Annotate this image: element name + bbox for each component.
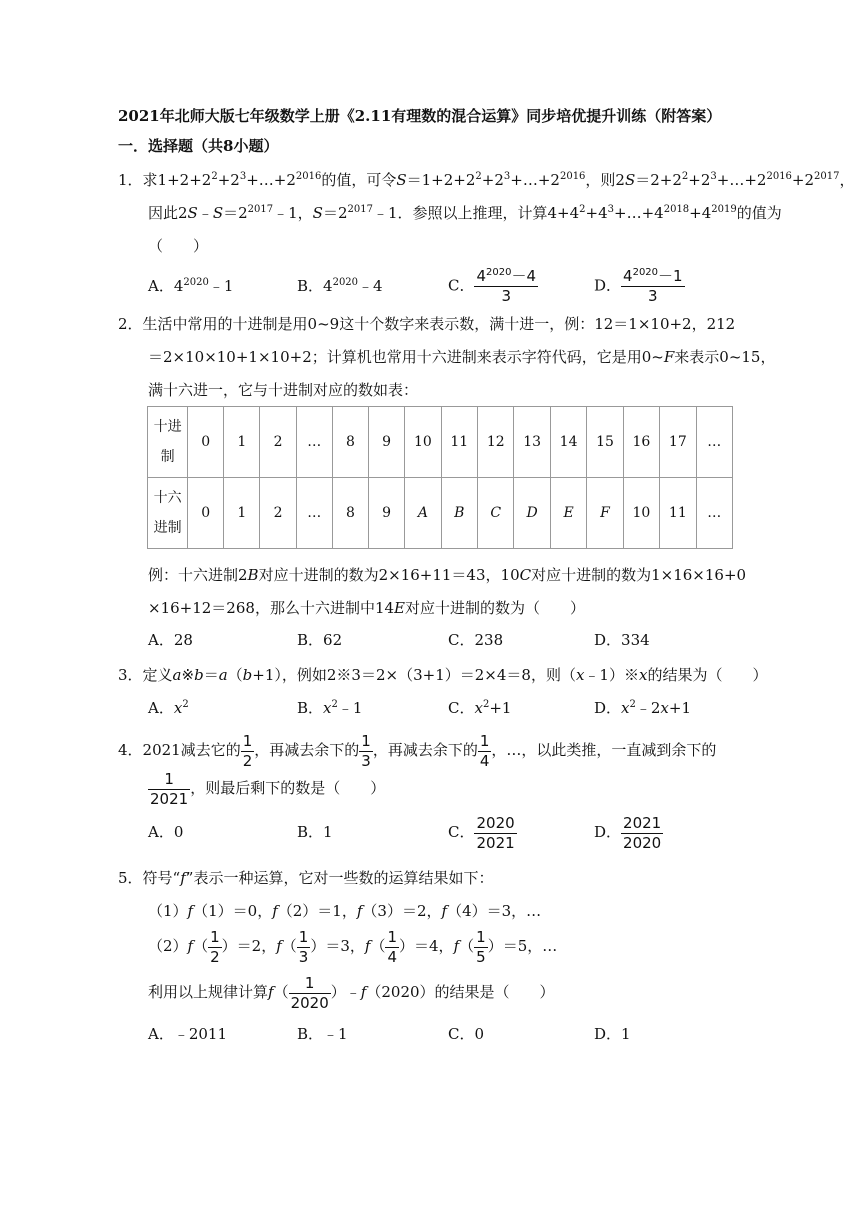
q5-fraction-fifth: $\frac{1}{5}$ <box>476 927 486 966</box>
table-header-decimal: 十进制 <box>148 407 188 478</box>
q2-option-d[interactable]: D．334 <box>594 631 650 649</box>
q5-fraction-third: $\frac{1}{3}$ <box>298 927 309 966</box>
q1-options <box>0 268 860 304</box>
q4-options <box>0 812 860 852</box>
table-cell-hex: E <box>550 478 586 549</box>
q4-fraction-2021: $\frac{1}{2021}$ <box>150 769 189 808</box>
table-cell-decimal: 8 <box>332 407 368 478</box>
q5-options <box>0 1024 860 1044</box>
table-cell-hex: F <box>587 478 623 549</box>
q4-line2: $\frac{1}{2021}$ ，则最后剩下的数是（ ） <box>150 769 386 808</box>
q4-line1: 4．2021减去它的 $\frac{1}{2}$ ，再减去余下的 $\frac{1}{3}$ ，再减去余下的 $\frac{1}{4}$ ，…，以此类推，一直减到余下的 <box>118 731 717 770</box>
table-cell-decimal: 11 <box>441 407 477 478</box>
table-cell-decimal: 17 <box>660 407 696 478</box>
q4-option-c-fraction: $\frac{2020}{2021}$ <box>476 813 515 852</box>
q1-line3: （ ） <box>148 237 209 255</box>
q1-option-c-fraction: $\frac{4^{2020}-4}{3}$ <box>476 267 537 305</box>
q4-fraction-third: $\frac{1}{3}$ <box>361 731 371 770</box>
q3-line1: 3．定义a※b＝a（b+1），例如2※3＝2×（3+1）＝2×4＝8，则（x﹣1）※x的结果为（ ） <box>118 666 768 684</box>
q5-option-a[interactable]: A．﹣2011 <box>148 1025 228 1043</box>
q1-option-d-fraction: $\frac{4^{2020}-1}{3}$ <box>623 267 683 305</box>
q4-option-d[interactable]: D． $\frac{2021}{2020}$ <box>594 813 662 852</box>
table-cell-hex: 2 <box>260 478 296 549</box>
base-conversion-table <box>147 406 733 549</box>
table-cell-decimal: 1 <box>224 407 260 478</box>
table-cell-decimal: … <box>296 407 332 478</box>
table-cell-decimal: 14 <box>550 407 586 478</box>
q1-option-c[interactable]: C． $\frac{4^{2020}-4}{3}$ <box>448 267 537 305</box>
table-cell-hex: 0 <box>188 478 224 549</box>
table-cell-decimal: 2 <box>260 407 296 478</box>
q2-example-line2: ×16+12＝268，那么十六进制中14E对应十进制的数为（ ） <box>148 599 585 617</box>
q1-line2: 因此$2S﹣S=2^{2017}﹣1$，$S=2^{2017}﹣1$．参照以上推理，计算$4+4^2+4^3+\dots+4^{2018}+4^{2019}$的值为 <box>148 204 782 222</box>
q5-line1: 5．符号“f”表示一种运算，它对一些数的运算结果如下： <box>118 869 494 887</box>
table-cell-hex: 9 <box>369 478 405 549</box>
table-cell-hex: … <box>296 478 332 549</box>
q5-option-d[interactable]: D．1 <box>594 1025 631 1043</box>
table-header-hex: 十六进制 <box>148 478 188 549</box>
q3-options <box>0 698 860 718</box>
q5-fraction-2020: $\frac{1}{2020}$ <box>290 973 329 1012</box>
table-cell-hex: 1 <box>224 478 260 549</box>
q3-option-a[interactable]: A．$x^2$ <box>148 699 189 717</box>
q5-option-c[interactable]: C．0 <box>448 1025 485 1043</box>
table-cell-hex: A <box>405 478 441 549</box>
table-cell-decimal: 15 <box>587 407 623 478</box>
q4-fraction-half: $\frac{1}{2}$ <box>242 731 253 770</box>
q4-option-b[interactable]: B．1 <box>297 823 333 841</box>
table-cell-hex: 10 <box>623 478 659 549</box>
table-cell-decimal: 13 <box>514 407 550 478</box>
q2-options <box>0 630 860 650</box>
q1-option-b[interactable]: B．$4^{2020}﹣4$ <box>297 277 383 295</box>
q5-line2: （1）f（1）＝0，f（2）＝1，f（3）＝2，f（4）＝3，… <box>148 902 542 920</box>
table-cell-decimal: 9 <box>369 407 405 478</box>
document-title: 2021年北师大版七年级数学上册《2.11有理数的混合运算》同步培优提升训练（附答案） <box>118 107 722 125</box>
q4-option-a[interactable]: A．0 <box>148 823 184 841</box>
table-cell-decimal: 12 <box>478 407 514 478</box>
table-row-decimal <box>148 407 733 478</box>
table-cell-hex: 11 <box>660 478 696 549</box>
q2-option-c[interactable]: C．238 <box>448 631 504 649</box>
q1-option-a[interactable]: A．$4^{2020}﹣1$ <box>148 277 234 295</box>
table-row-hex <box>148 478 733 549</box>
q1-line1: 1．求$1+2+2^2+2^3+\dots+2^{2016}$的值，可令$S=1+2+2^2+2^3+\dots+2^{2016}$，则$2S=2+2^2+2^3+\dots+2^{2016}+2^{2017}$， <box>118 171 855 189</box>
q5-option-b[interactable]: B．﹣1 <box>297 1025 348 1043</box>
q2-option-a[interactable]: A．28 <box>148 631 193 649</box>
q4-fraction-quarter: $\frac{1}{4}$ <box>479 731 490 770</box>
table-cell-decimal: … <box>696 407 732 478</box>
table-cell-hex: C <box>478 478 514 549</box>
q4-option-c[interactable]: C． $\frac{2020}{2021}$ <box>448 813 515 852</box>
table-cell-hex: … <box>696 478 732 549</box>
q2-option-b[interactable]: B．62 <box>297 631 343 649</box>
section-heading: 一．选择题（共8小题） <box>118 137 279 155</box>
q4-option-d-fraction: $\frac{2021}{2020}$ <box>623 813 662 852</box>
q2-line2: ＝2×10×10+1×10+2；计算机也常用十六进制来表示字符代码，它是用0~F来表示0~15， <box>148 348 776 366</box>
q2-line1: 2．生活中常用的十进制是用0~9这十个数字来表示数，满十进一，例：12＝1×10+2，212 <box>118 315 736 333</box>
q3-option-b[interactable]: B．$x^2﹣1$ <box>297 699 363 717</box>
table-cell-decimal: 16 <box>623 407 659 478</box>
q3-option-c[interactable]: C．$x^2+1$ <box>448 699 512 717</box>
q5-line4: 利用以上规律计算f（ $\frac{1}{2020}$ ）﹣f（2020）的结果是（ ） <box>148 973 555 1012</box>
q5-line3: （2）f（ $\frac{1}{2}$ ）＝2，f（ $\frac{1}{3}$ ）＝3，f（ $\frac{1}{4}$ ）＝4，f（ $\frac{1}{5}$ ）＝5，… <box>148 927 558 966</box>
q2-example-line1: 例：十六进制2B对应十进制的数为2×16+11＝43，10C对应十进制的数为1×16×16+0 <box>148 566 747 584</box>
table-cell-hex: B <box>441 478 477 549</box>
table-cell-decimal: 0 <box>188 407 224 478</box>
q5-fraction-half: $\frac{1}{2}$ <box>210 927 220 966</box>
table-cell-hex: D <box>514 478 550 549</box>
q5-fraction-quarter: $\frac{1}{4}$ <box>387 927 398 966</box>
q1-option-d[interactable]: D． $\frac{4^{2020}-1}{3}$ <box>594 267 683 305</box>
table-cell-decimal: 10 <box>405 407 441 478</box>
q3-option-d[interactable]: D．$x^2﹣2x+1$ <box>594 699 692 717</box>
table-cell-hex: 8 <box>332 478 368 549</box>
q2-line3: 满十六进一，它与十进制对应的数如表： <box>148 381 419 399</box>
